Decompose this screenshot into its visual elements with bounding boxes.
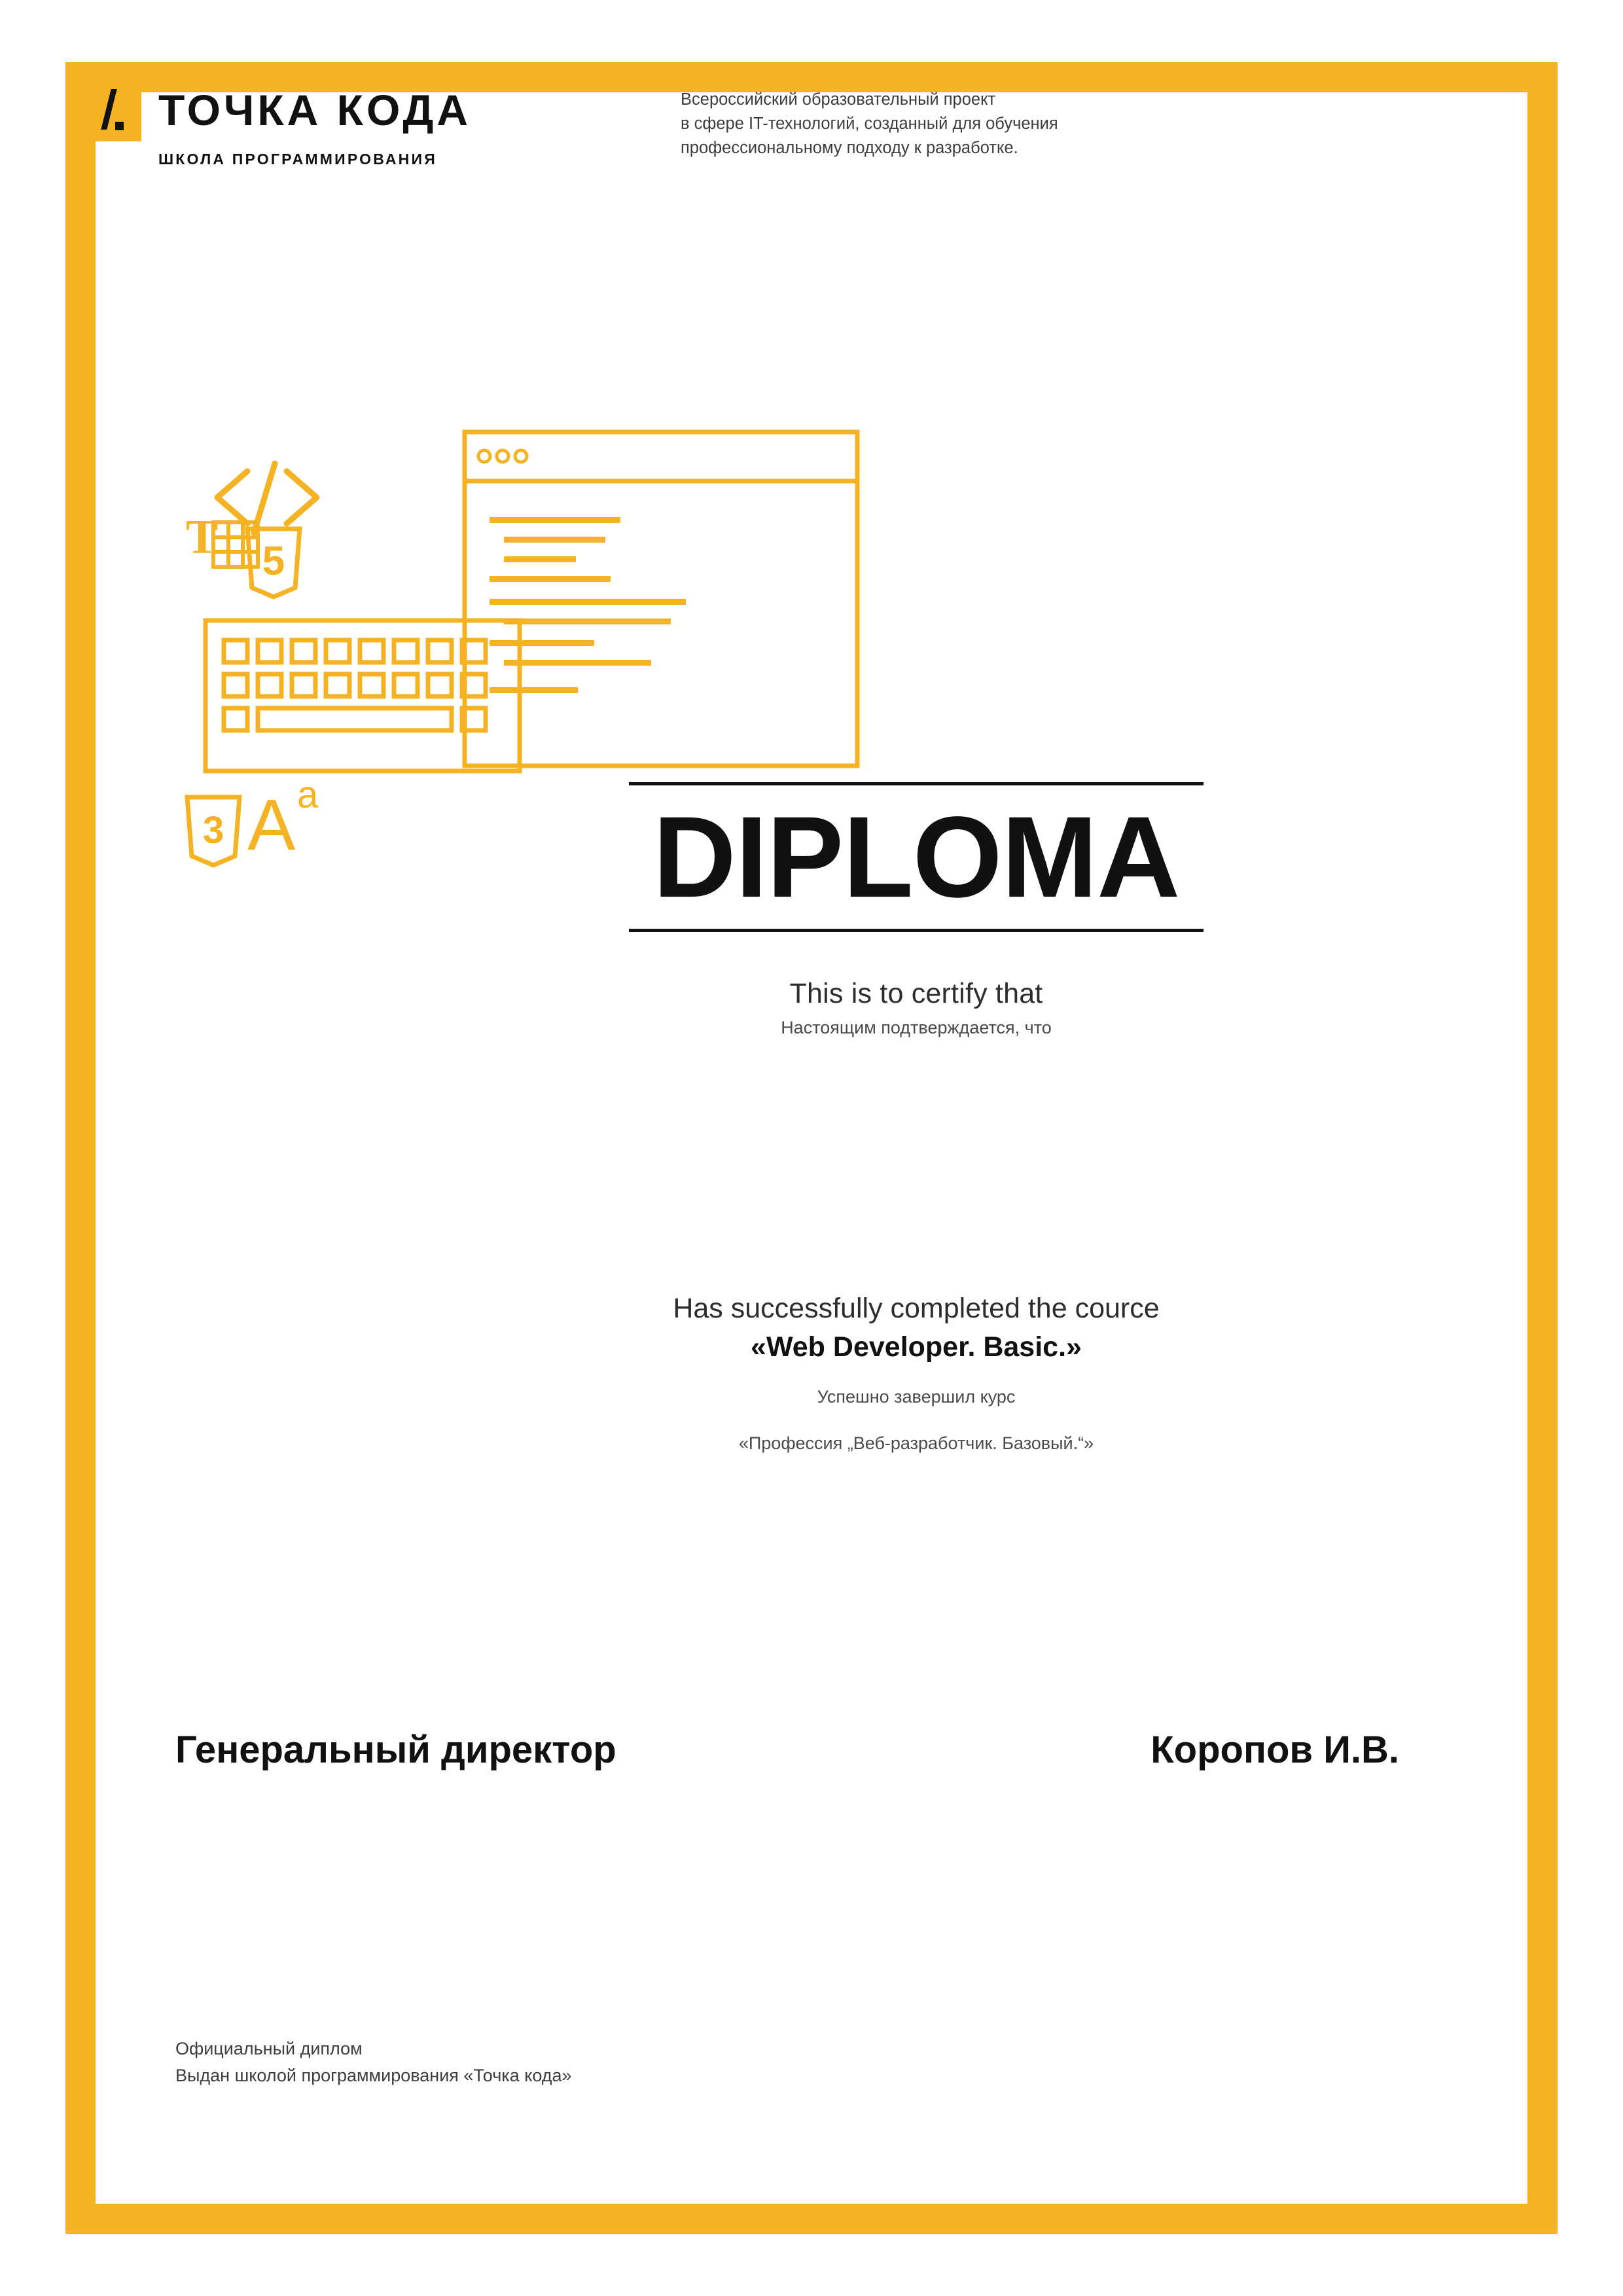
course-name-en: «Web Developer. Basic.» — [751, 1331, 1082, 1363]
title-rule-bottom — [629, 929, 1204, 932]
header-description-line-2: в сфере IT-технологий, созданный для обучения — [681, 115, 1058, 134]
brand-logo-block — [79, 79, 622, 168]
browser-window-icon — [465, 432, 857, 766]
page-title: DIPLOMA — [652, 793, 1180, 922]
svg-text:T: T — [186, 511, 219, 564]
footer-line-2: Выдан школой программирования «Точка кода» — [175, 2065, 572, 2085]
svg-text:3: 3 — [202, 809, 224, 852]
course-block — [550, 1293, 1283, 1456]
typography-grid-icon — [186, 511, 258, 567]
completed-text-ru: Успешно завершил курс — [817, 1387, 1016, 1407]
title-rule-top — [629, 782, 1204, 785]
css3-badge-icon — [187, 797, 240, 865]
certify-text-ru: Настоящим подтверждается, что — [781, 1017, 1052, 1037]
header-description — [681, 88, 1058, 161]
header-description-line-3: профессиональному подходу к разработке. — [681, 139, 1018, 158]
diploma-title-block — [622, 782, 1211, 1038]
logo-dot-shape — [115, 122, 124, 130]
svg-text:A: A — [247, 785, 296, 865]
page-inner-area — [96, 92, 1527, 2204]
svg-text:a: a — [297, 774, 319, 816]
header-description-line-1: Всероссийский образовательный проект — [681, 90, 996, 109]
logo-row — [79, 79, 622, 141]
course-name-ru: «Профессия „Веб-разработчик. Базовый.“» — [738, 1433, 1094, 1454]
tochka-koda-logo-mark-icon — [79, 79, 141, 141]
signature-position: Генеральный директор — [175, 1729, 616, 1771]
certify-text-en: This is to certify that — [789, 977, 1043, 1009]
document-header — [79, 79, 1361, 168]
keyboard-icon — [205, 620, 520, 771]
signature-name: Коропов И.В. — [1150, 1729, 1399, 1771]
svg-text:5: 5 — [262, 539, 285, 584]
footer-line-1: Официальный диплом — [175, 2039, 363, 2058]
document-footer — [175, 2036, 572, 2089]
brand-title: ТОЧКА КОДА — [158, 86, 472, 134]
signature-row — [175, 1728, 1399, 1772]
completed-text-en: Has successfully completed the cource — [673, 1293, 1160, 1324]
brand-subtitle: ШКОЛА ПРОГРАММИРОВАНИЯ — [158, 151, 437, 168]
font-size-icon — [247, 774, 319, 865]
